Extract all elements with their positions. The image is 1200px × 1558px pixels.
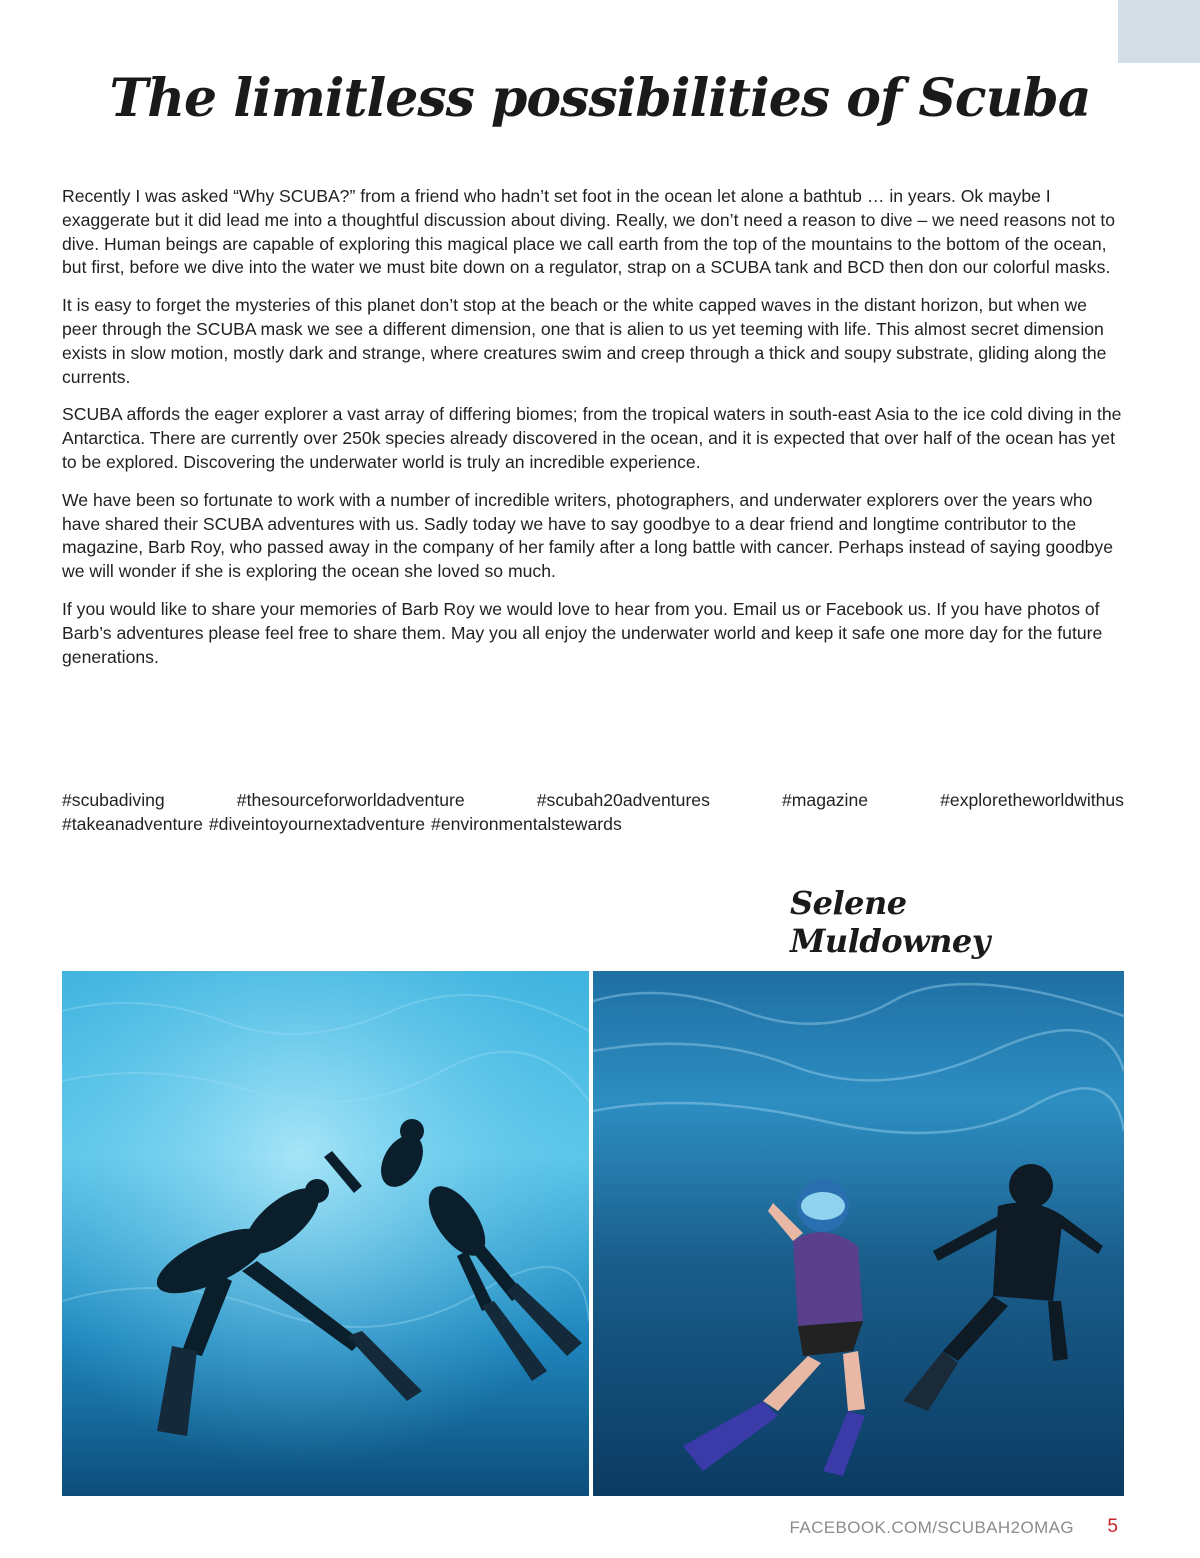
corner-tab [1118,0,1200,63]
article-paragraph: Recently I was asked “Why SCUBA?” from a friend who hadn’t set foot in the ocean let alone a bathtub … in years. Ok maybe I exaggerate but it did lead me into a thoughtful discussion about diving. Really, we don’t need a reason to dive – we need reasons not to dive. Human beings are capable of exploring this magical place we call earth from the top of the mountains to the bottom of the ocean, but first, before we dive into the water we must bite down on a regulator, strap on a SCUBA tank and BCD then don our colorful masks. [62,186,1116,278]
hashtag-block [62,788,1124,836]
hashtag: #takeanadventure [62,814,203,834]
child-snorkeler-photo [593,971,1124,1496]
hashtag: #exploretheworldwithus [940,790,1124,810]
footer-url[interactable]: FACEBOOK.COM/SCUBAH2OMAG [789,1518,1074,1537]
page-title: The limitless possibilities of Scuba [109,68,1091,129]
article-paragraph: We have been so fortunate to work with a number of incredible writers, photographers, and underwater explorers over the years who have shared their SCUBA adventures with us. Sadly today we have to say goodbye to a dear friend and longtime contributor to the magazine, Barb Roy, who passed away in the company of her family after a long battle with cancer. Perhaps instead of saying goodbye we will wonder if she is exploring the ocean she loved so much. [62,489,1114,582]
article-paragraph: It is easy to forget the mysteries of this planet don’t stop at the beach or the white capped waves in the distant horizon, but when we peer through the SCUBA mask we see a different dimension, one that is alien to us yet teeming with life. This almost secret dimension exists in slow motion, mostly dark and strange, where creatures swim and creep through a thick and soupy substrate, gliding along the currents. [62,295,1107,387]
hashtag-row [62,812,1124,836]
hashtag: #environmentalstewards [431,814,622,834]
hashtag: #scubadiving [62,790,165,810]
article-paragraph: SCUBA affords the eager explorer a vast array of differing biomes; from the tropical waters in south-east Asia to the ice cold diving in the Antarctica. There are currently over 250k species already discovered in the ocean, and it is expected that over half of the ocean has yet to be explored. Discovering the underwater world is truly an incredible experience. [62,404,1122,472]
hashtag-row [62,788,1124,812]
snorkelers-silhouette-photo [62,971,589,1496]
hashtag: #thesourceforworldadventure [236,790,465,810]
author-signature: Selene Muldowney [790,884,990,960]
hashtag: #scubah20adventures [536,790,710,810]
article-paragraph: If you would like to share your memories of Barb Roy we would love to hear from you. Email us or Facebook us. If you have photos of Barb’s adventures please feel free to share them. May you all enjoy the underwater world and keep it safe one more day for the future generations. [62,598,1103,667]
hashtag: #magazine [781,790,869,810]
page-footer [0,1514,1200,1544]
page-number: 5 [1107,1516,1118,1537]
hashtag: #diveintoyournextadventure [208,814,426,834]
article-body [62,185,1124,683]
